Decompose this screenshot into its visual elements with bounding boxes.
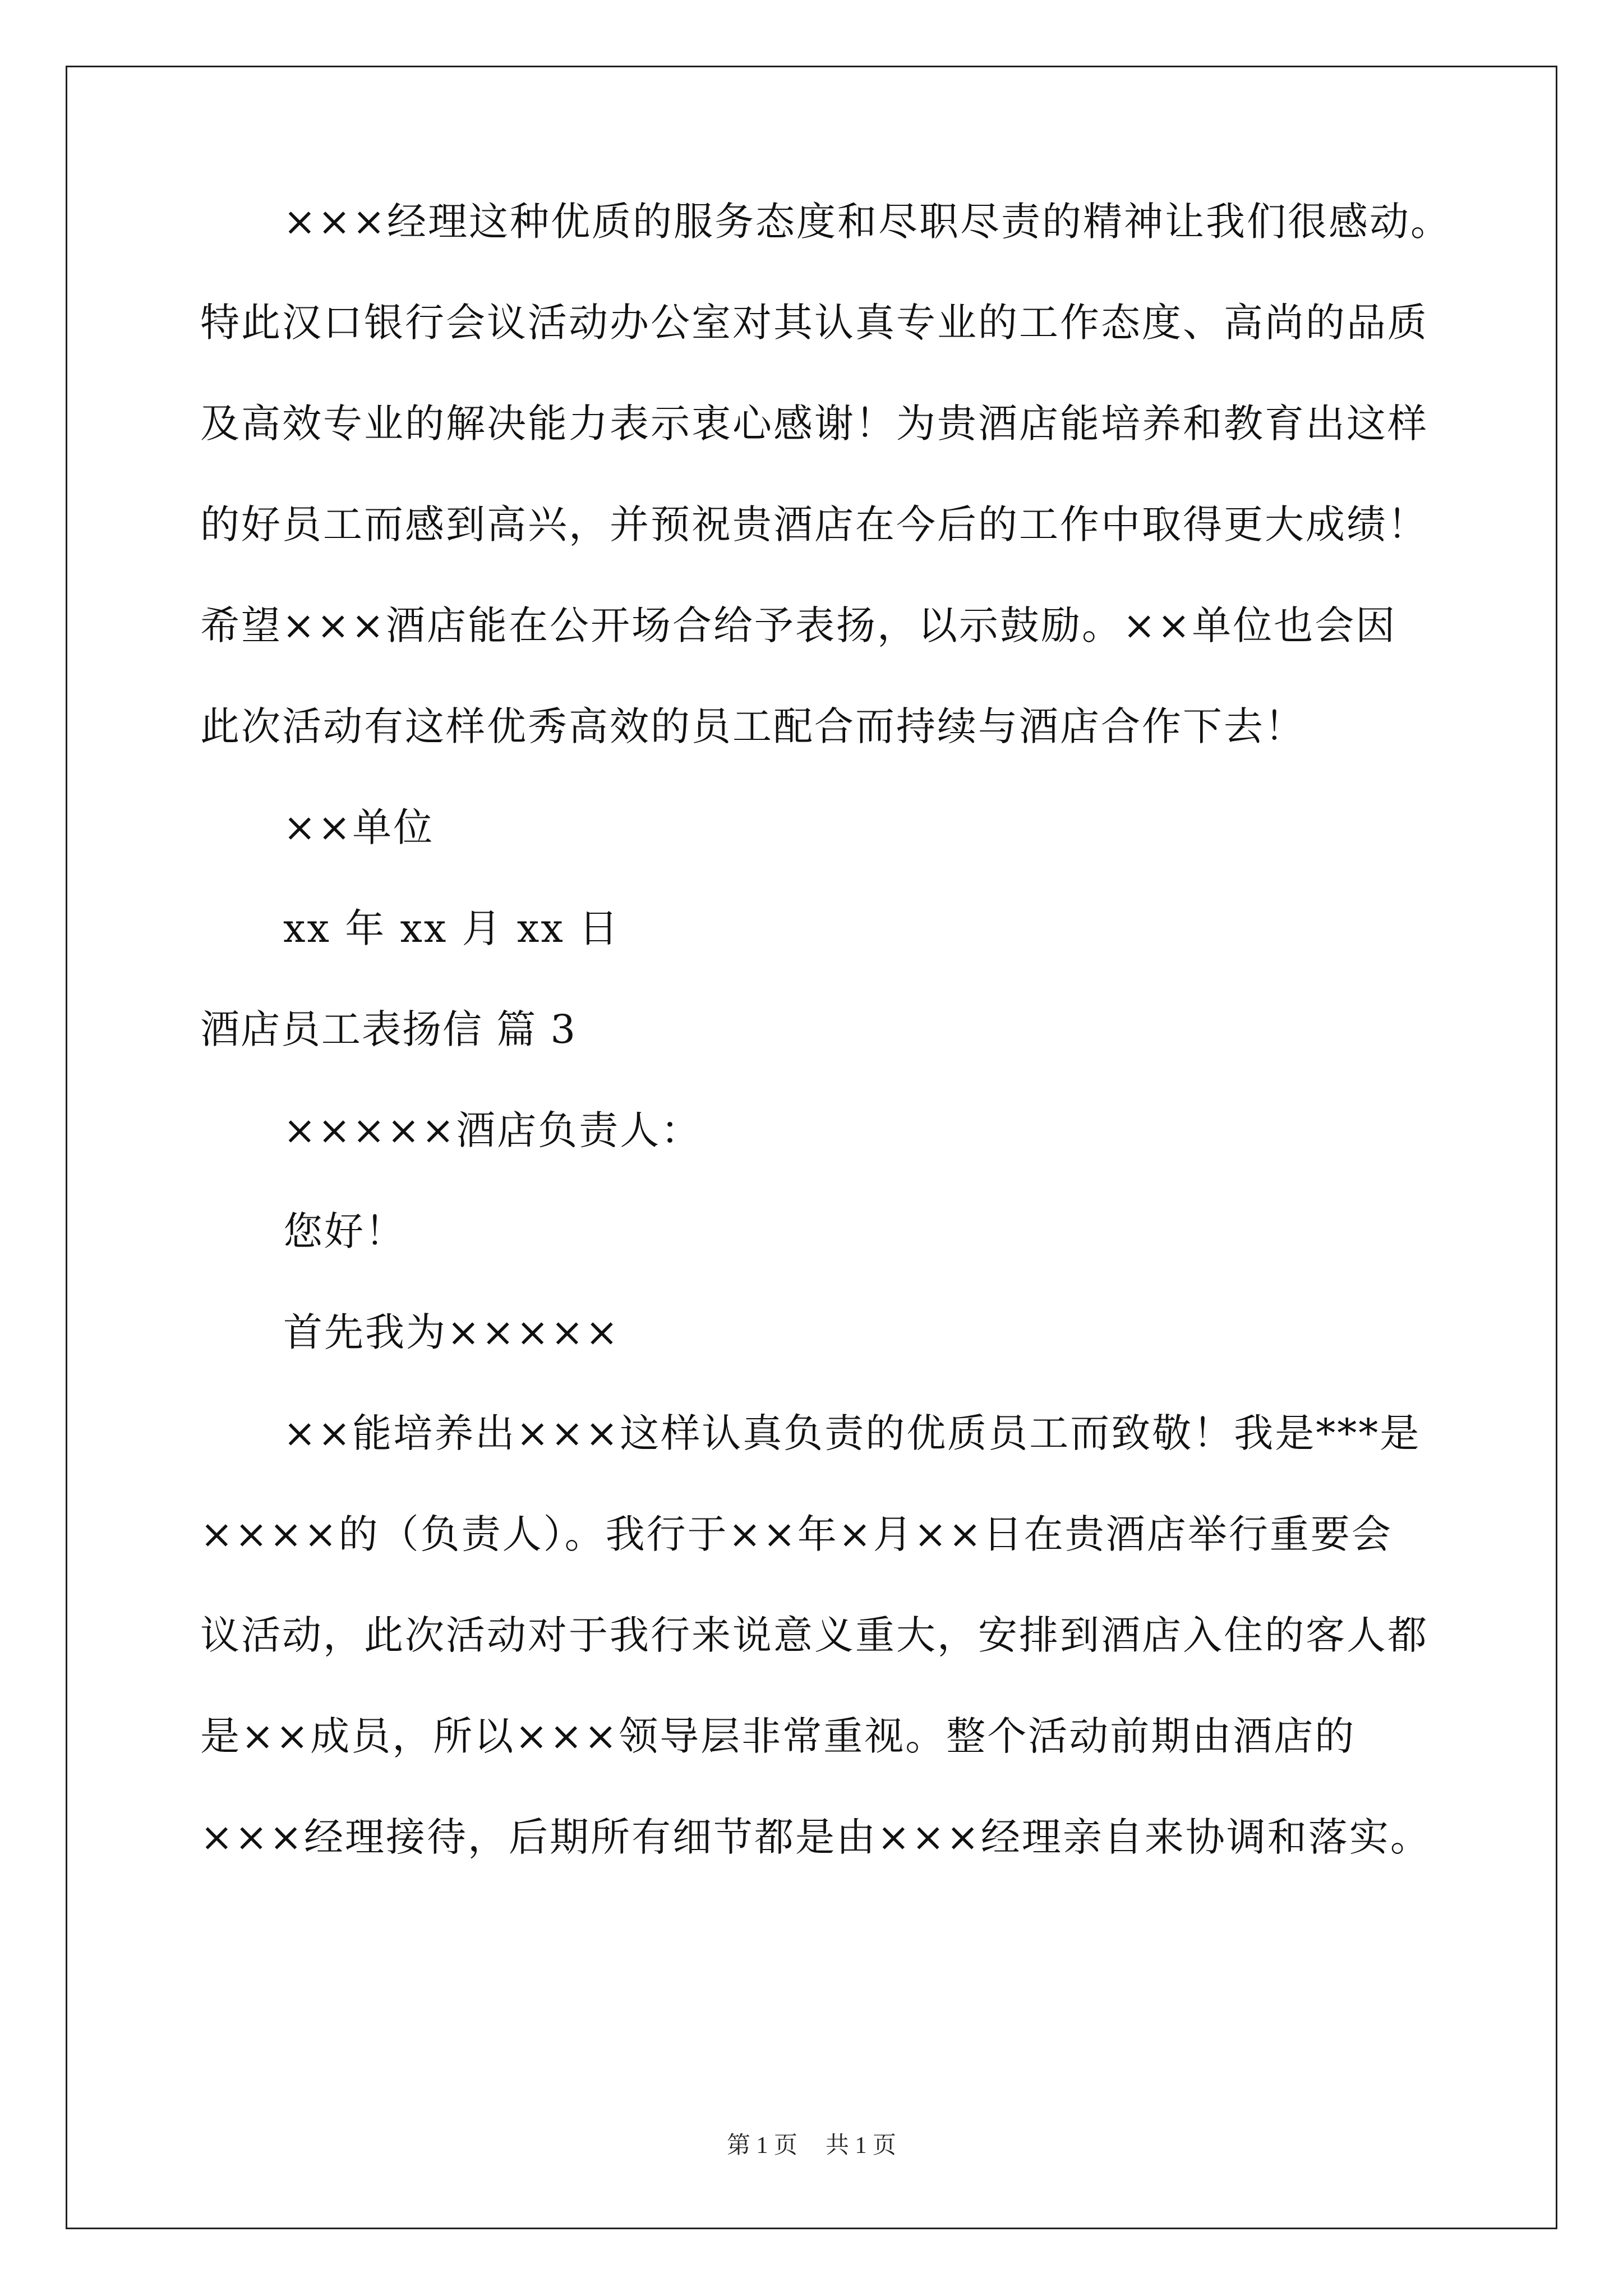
document-body bbox=[200, 199, 1451, 1918]
paragraph-line: ××能培养出×××这样认真负责的优质员工而致敬！我是***是 bbox=[283, 1410, 1421, 1456]
greeting: 您好！ bbox=[283, 1208, 406, 1254]
paragraph-line: 议活动，此次活动对于我行来说意义重大，安排到酒店入住的客人都 bbox=[200, 1612, 1428, 1658]
page-number: 第 1 页 bbox=[726, 2133, 797, 2159]
page-total: 共 1 页 bbox=[826, 2133, 897, 2159]
salutation: ×××××酒店负责人： bbox=[283, 1107, 702, 1153]
page-footer bbox=[0, 2132, 1623, 2160]
paragraph-line: ××××的（负责人）。我行于××年×月××日在贵酒店举行重要会 bbox=[200, 1511, 1393, 1557]
paragraph-line: ×××经理这种优质的服务态度和尽职尽责的精神让我们很感动。 bbox=[283, 199, 1451, 245]
paragraph-line: 首先我为××××× bbox=[283, 1309, 620, 1355]
paragraph-line: 希望×××酒店能在公开场合给予表扬，以示鼓励。××单位也会因 bbox=[200, 602, 1397, 648]
paragraph-line: ×××经理接待，后期所有细节都是由×××经理亲自来协调和落实。 bbox=[200, 1814, 1431, 1860]
signature-unit: ××单位 bbox=[283, 804, 435, 850]
section-heading: 酒店员工表扬信 篇 3 bbox=[200, 1006, 577, 1052]
paragraph-line: 此次活动有这样优秀高效的员工配合而持续与酒店合作下去！ bbox=[200, 703, 1306, 749]
paragraph-line: 特此汉口银行会议活动办公室对其认真专业的工作态度、高尚的品质 bbox=[200, 300, 1428, 346]
paragraph-line: 的好员工而感到高兴，并预祝贵酒店在今后的工作中取得更大成绩！ bbox=[200, 501, 1428, 547]
signature-date: xx 年 xx 月 xx 日 bbox=[283, 905, 620, 951]
paragraph-line: 是××成员，所以×××领导层非常重视。整个活动前期由酒店的 bbox=[200, 1713, 1356, 1759]
paragraph-line: 及高效专业的解决能力表示衷心感谢！为贵酒店能培养和教育出这样 bbox=[200, 401, 1428, 447]
